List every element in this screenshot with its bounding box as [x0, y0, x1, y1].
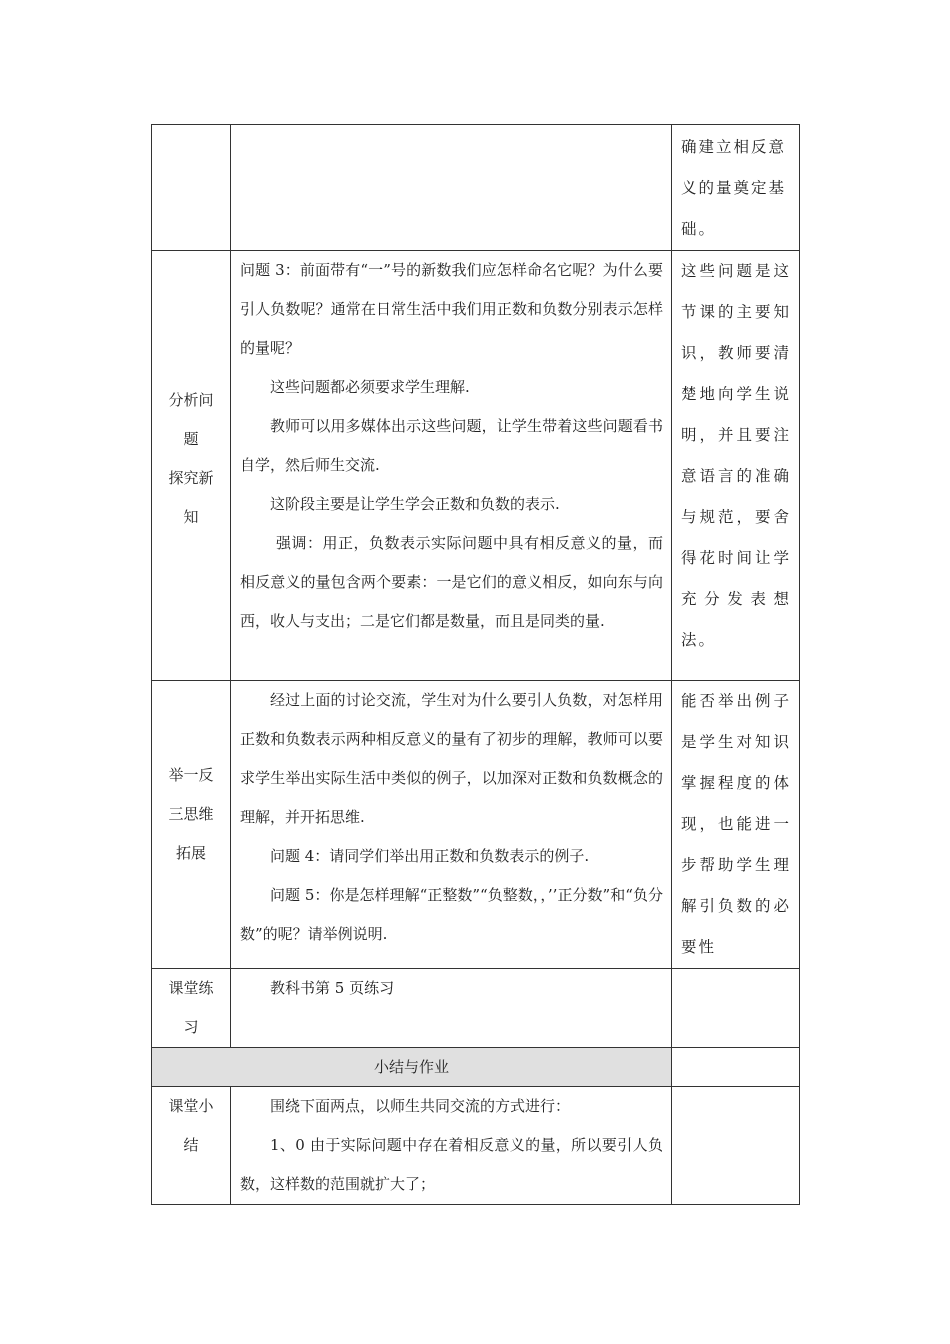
row-label: [152, 969, 231, 1048]
table-row: [152, 681, 800, 969]
row-label: [152, 251, 231, 681]
label-line: 习: [183, 1018, 199, 1036]
table-row: [152, 1087, 800, 1205]
row-content: [231, 125, 672, 251]
row-label: [152, 125, 231, 251]
note-line: 础。: [681, 220, 717, 238]
row-note: [672, 125, 800, 251]
label-line: 分析问: [168, 391, 214, 409]
paragraph: 这些问题都必须要求学生理解.: [270, 378, 470, 396]
section-header: 小结与作业: [152, 1048, 672, 1087]
note-line: 确建立相反意: [681, 138, 787, 156]
lesson-plan-table: [151, 124, 800, 1205]
table-row: [152, 969, 800, 1048]
paragraph: 1、0 由于实际问题中存在着相反意义的量，所以要引人负数，这样数的范围就扩大了；: [240, 1136, 663, 1193]
label-line: 题: [183, 430, 199, 448]
row-note: [672, 969, 800, 1048]
label-line: 三思维: [168, 805, 214, 823]
paragraph: 问题 5：你是怎样理解“正整数”“负整数，，’’正分数”和“负分数”的呢？请举例说明.: [240, 886, 663, 943]
paragraph: 教师可以用多媒体出示这些问题，让学生带着这些问题看书自学，然后师生交流.: [240, 417, 663, 474]
table-row: [152, 125, 800, 251]
paragraph: 经过上面的讨论交流，学生对为什么要引人负数，对怎样用正数和负数表示两种相反意义的量有了初步的理解，教师可以要求学生举出实际生活中类似的例子，以加深对正数和负数概念的理解，并开拓思维.: [240, 691, 663, 826]
row-content: [231, 1087, 672, 1205]
note-line: 义的量奠定基: [681, 179, 787, 197]
paragraph: 围绕下面两点，以师生共同交流的方式进行：: [270, 1097, 571, 1115]
paragraph: 强调：用正，负数表示实际问题中具有相反意义的量，而相反意义的量包含两个要素：一是它们的意义相反，如向东与向西，收人与支出；二是它们都是数量，而且是同类的量.: [240, 534, 663, 630]
row-content: [231, 251, 672, 681]
row-label: [152, 1087, 231, 1205]
label-line: 课堂小: [168, 1097, 214, 1115]
label-line: 探究新: [168, 469, 214, 487]
label-line: 结: [183, 1136, 199, 1154]
row-note: [672, 1087, 800, 1205]
table-row: [152, 251, 800, 681]
table-row: [152, 1048, 800, 1087]
label-line: 举一反: [168, 766, 214, 784]
row-content: [231, 969, 672, 1048]
paragraph: 问题 3：前面带有“一”号的新数我们应怎样命名它呢？为什么要引人负数呢？通常在日常生活中我们用正数和负数分别表示怎样的量呢？: [240, 261, 663, 357]
note-text: 能否举出例子是学生对知识掌握程度的体现，也能进一步帮助学生理解引负数的必要性: [681, 692, 791, 956]
row-note: [672, 251, 800, 681]
row-content: [231, 681, 672, 969]
note-text: 这些问题是这节课的主要知识，教师要清楚地向学生说明，并且要注意语言的准确与规范，要舍得花时间让学充分发表想法。: [681, 262, 791, 649]
label-line: 拓展: [175, 844, 206, 862]
paragraph: 教科书第 5 页练习: [270, 979, 395, 997]
row-label: [152, 681, 231, 969]
paragraph: 这阶段主要是让学生学会正数和负数的表示.: [270, 495, 560, 513]
row-note: [672, 681, 800, 969]
label-line: 课堂练: [168, 979, 214, 997]
label-line: 知: [183, 508, 199, 526]
paragraph: 问题 4：请同学们举出用正数和负数表示的例子.: [270, 847, 590, 865]
section-header-blank: [672, 1048, 800, 1087]
